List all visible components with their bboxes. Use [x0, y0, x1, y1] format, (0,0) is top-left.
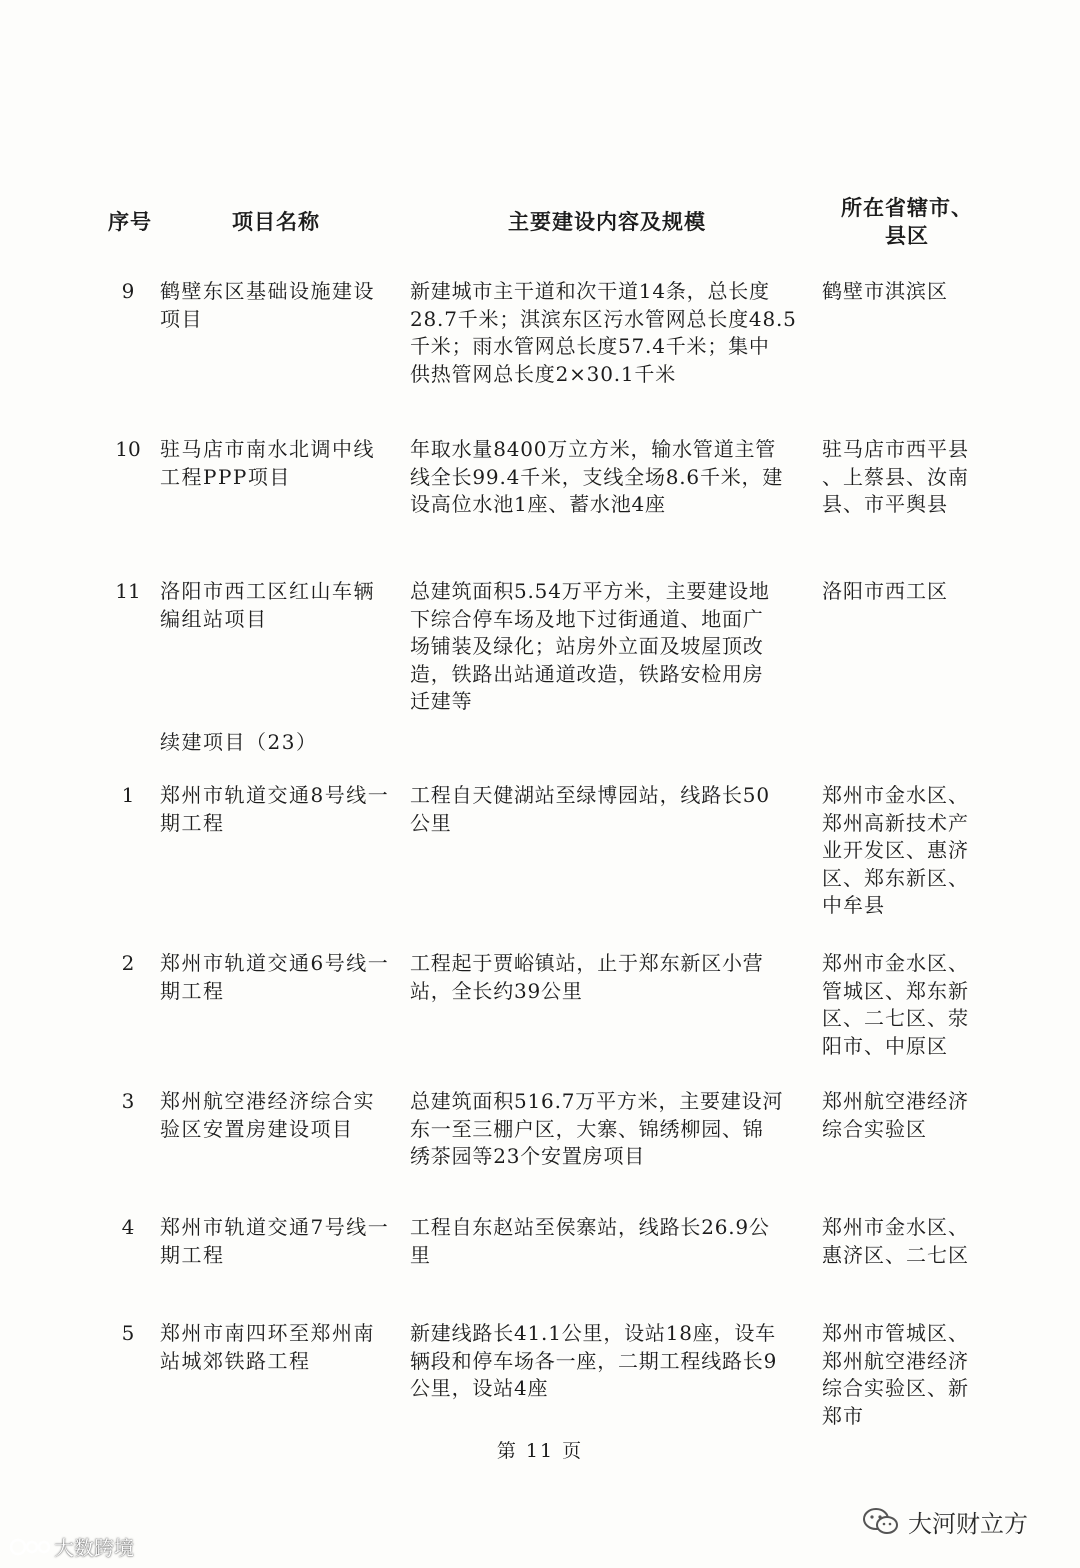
row-content-scale [410, 436, 805, 519]
row-location-line: 综合实验区 [822, 1116, 927, 1141]
row-project-name [160, 1214, 396, 1269]
row-project-name [160, 278, 396, 333]
row-content-scale-line: 供热管网总长度2×30.1千米 [410, 361, 677, 386]
row-project-name-line: 洛阳市西工区红山车辆 [160, 579, 375, 603]
row-content-scale-line: 公里，设站4座 [410, 1376, 549, 1400]
row-content-scale-line: 新建城市主干道和次干道14条，总长度 [410, 279, 770, 303]
row-project-name-line: 郑州市轨道交通8号线一 [160, 783, 390, 807]
header-location [832, 194, 982, 250]
row-location-line: 综合实验区、新 [822, 1376, 969, 1400]
row-project-name-line: 郑州市轨道交通6号线一 [160, 951, 390, 975]
row-project-name-line: 工程PPP项目 [160, 464, 291, 489]
row-project-name [160, 950, 396, 1005]
row-serial-number: 11 [115, 579, 141, 603]
row-location-line: 郑市 [822, 1403, 864, 1428]
row-serial-number: 9 [121, 279, 135, 303]
row-content-scale [410, 1214, 805, 1269]
section-continuing-projects: 续建项目（23） [160, 730, 318, 754]
row-project-name [160, 1320, 396, 1375]
row-project-name-line: 期工程 [160, 978, 225, 1003]
row-content-scale-line: 工程起于贾峪镇站，止于郑东新区小营 [410, 951, 764, 975]
row-content-scale-line: 绣茶园等23个安置房项目 [410, 1144, 646, 1168]
row-content-scale-line: 下综合停车场及地下过街通道、地面广 [410, 606, 764, 631]
row-location-line: 郑州航空港经济 [822, 1348, 969, 1373]
row-location-line: 郑州市金水区、 [822, 1215, 969, 1239]
row-project-name-line: 驻马店市南水北调中线 [160, 437, 375, 461]
row-location-line: 中牟县 [822, 893, 885, 917]
row-content-scale-line: 总建筑面积516.7万平方米，主要建设河 [410, 1089, 784, 1113]
row-content-scale-line: 里 [410, 1242, 431, 1267]
row-location-line: 区、二七区、荥 [822, 1006, 969, 1030]
row-project-name-line: 郑州市轨道交通7号线一 [160, 1215, 390, 1239]
row-project-name [160, 436, 396, 491]
row-location-line: 驻马店市西平县 [822, 437, 969, 461]
watermark-right-text: 大河财立方 [908, 1510, 1028, 1538]
row-location-line: 、上蔡县、汝南 [822, 464, 969, 489]
row-content-scale-line: 千米；雨水管网总长度57.4千米；集中 [410, 334, 770, 358]
row-content-scale-line: 公里 [410, 810, 452, 835]
row-project-name [160, 578, 396, 633]
row-location-line: 阳市、中原区 [822, 1033, 948, 1058]
row-project-name-line: 郑州市南四环至郑州南 [160, 1321, 375, 1345]
row-location-line: 惠济区、二七区 [822, 1242, 969, 1267]
watermark-right [862, 1504, 1028, 1539]
row-content-scale-line: 迁建等 [410, 689, 473, 713]
row-location-line: 区、郑东新区、 [822, 865, 969, 890]
row-content-scale-line: 造，铁路出站通道改造，铁路安检用房 [410, 661, 764, 686]
row-content-scale [410, 1088, 805, 1171]
row-location-line: 郑州市管城区、 [822, 1321, 969, 1345]
row-project-name-line: 郑州航空港经济综合实 [160, 1089, 375, 1113]
row-location [822, 1320, 980, 1430]
row-project-name-line: 鹤壁东区基础设施建设 [160, 279, 375, 303]
header-project-name: 项目名称 [232, 210, 320, 234]
row-content-scale-line: 站，全长约39公里 [410, 978, 583, 1003]
row-content-scale-line: 场铺装及绿化；站房外立面及坡屋顶改 [410, 634, 764, 658]
row-content-scale-line: 总建筑面积5.54万平方米，主要建设地 [410, 579, 770, 603]
row-location-line: 县、市平舆县 [822, 492, 948, 516]
row-project-name-line: 期工程 [160, 1242, 225, 1267]
row-content-scale-line: 辆段和停车场各一座，二期工程线路长9 [410, 1348, 778, 1373]
row-content-scale-line: 年取水量8400万立方米，输水管道主管 [410, 437, 777, 461]
row-serial-number: 2 [121, 951, 135, 975]
row-content-scale-line: 工程自天健湖站至绿博园站，线路长50 [410, 783, 770, 807]
row-location [822, 782, 980, 920]
row-serial-number: 1 [121, 783, 135, 807]
header-content-scale: 主要建设内容及规模 [508, 210, 706, 234]
row-content-scale [410, 782, 805, 837]
row-project-name [160, 782, 396, 837]
row-location-line: 业开发区、惠济 [822, 838, 969, 862]
row-content-scale-line: 新建线路长41.1公里，设站18座，设车 [410, 1321, 776, 1345]
watermark-left [10, 1532, 134, 1561]
row-location [822, 278, 980, 306]
logo-icon [10, 1535, 50, 1559]
row-location-line: 鹤壁市淇滨区 [822, 279, 948, 303]
row-project-name-line: 验区安置房建设项目 [160, 1116, 354, 1141]
row-project-name-line: 项目 [160, 306, 203, 331]
row-content-scale-line: 28.7千米；淇滨东区污水管网总长度48.5 [410, 306, 797, 331]
header-location-line2: 县区 [885, 224, 929, 248]
watermark-left-text: 大数跨境 [54, 1536, 134, 1560]
row-location [822, 1088, 980, 1143]
row-content-scale-line: 工程自东赵站至侯寨站，线路长26.9公 [410, 1215, 770, 1239]
row-project-name-line: 站城郊铁路工程 [160, 1348, 311, 1373]
row-content-scale [410, 950, 805, 1005]
row-serial-number: 4 [121, 1215, 135, 1239]
page-number: 第 11 页 [496, 1440, 584, 1462]
row-project-name [160, 1088, 396, 1143]
row-content-scale [410, 1320, 805, 1403]
row-content-scale-line: 设高位水池1座、蓄水池4座 [410, 492, 666, 516]
row-project-name-line: 期工程 [160, 810, 225, 835]
row-location-line: 郑州高新技术产 [822, 810, 969, 835]
wechat-icon [862, 1507, 900, 1537]
row-location-line: 洛阳市西工区 [822, 579, 948, 603]
row-location [822, 950, 980, 1060]
row-content-scale [410, 278, 805, 388]
row-location [822, 578, 980, 606]
row-location-line: 郑州航空港经济 [822, 1089, 969, 1113]
row-serial-number: 3 [121, 1089, 135, 1113]
row-location-line: 郑州市金水区、 [822, 783, 969, 807]
header-location-line1: 所在省辖市、 [841, 196, 973, 220]
row-location [822, 1214, 980, 1269]
row-serial-number: 10 [115, 437, 141, 461]
row-content-scale-line: 线全长99.4千米，支线全场8.6千米，建 [410, 464, 784, 489]
row-content-scale [410, 578, 805, 716]
row-location [822, 436, 980, 519]
header-serial-number: 序号 [108, 210, 152, 234]
row-location-line: 管城区、郑东新 [822, 978, 969, 1003]
row-location-line: 郑州市金水区、 [822, 951, 969, 975]
row-project-name-line: 编组站项目 [160, 606, 268, 631]
row-content-scale-line: 东一至三棚户区，大寨、锦绣柳园、锦 [410, 1116, 764, 1141]
row-serial-number: 5 [121, 1321, 135, 1345]
